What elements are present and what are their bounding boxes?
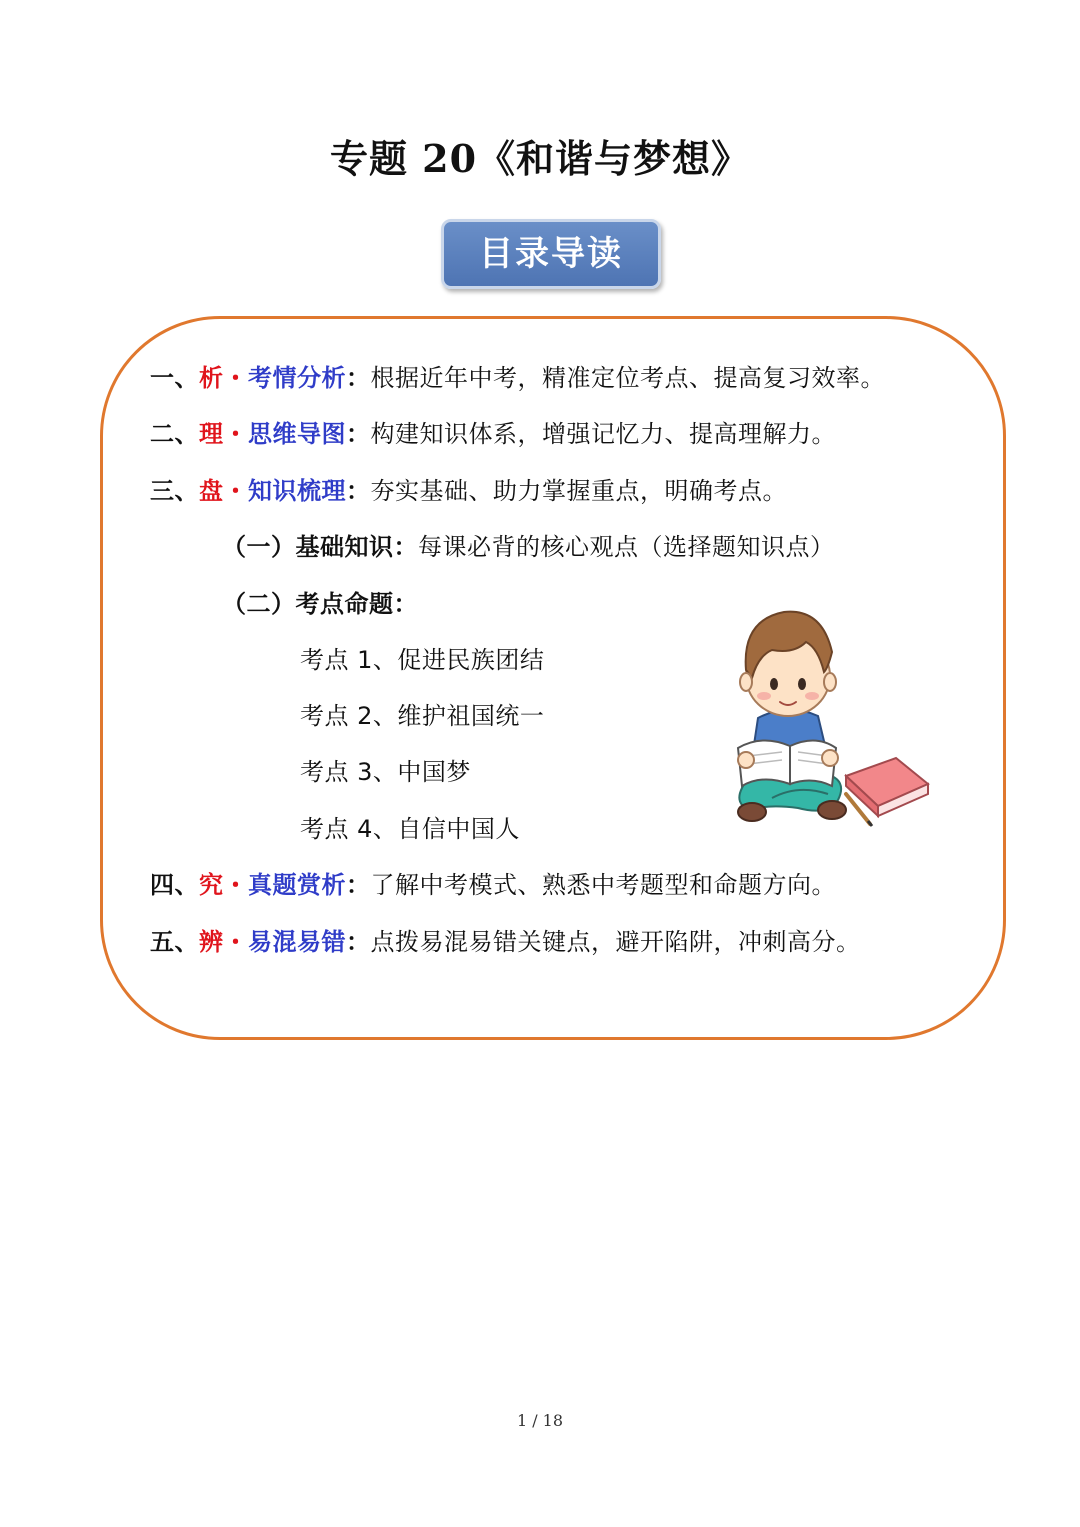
toc-subitem-2 bbox=[222, 588, 418, 620]
toc-subitem-label: （二）考点命题： bbox=[222, 590, 418, 618]
toc-item-tag: 辨 bbox=[199, 928, 224, 956]
exam-point-2: 考点 2、维护祖国统一 bbox=[300, 702, 545, 730]
toc-item-number: 三、 bbox=[150, 477, 199, 505]
toc-item-number: 二、 bbox=[150, 420, 199, 448]
toc-item-1 bbox=[150, 362, 885, 394]
toc-item-tag: 理 bbox=[199, 420, 224, 448]
toc-item-desc: 构建知识体系，增强记忆力、提高理解力。 bbox=[370, 420, 836, 448]
toc-subitem-desc: 每课必背的核心观点（选择题知识点） bbox=[418, 533, 835, 561]
toc-badge: 目录导读 bbox=[441, 219, 661, 289]
toc-item-separator: ・ bbox=[223, 420, 248, 448]
reading-child-illustration bbox=[728, 598, 940, 830]
toc-item-separator: ・ bbox=[223, 364, 248, 392]
exam-point-3: 考点 3、中国梦 bbox=[300, 758, 471, 786]
toc-subitem-1 bbox=[222, 531, 835, 563]
toc-item-separator: ・ bbox=[223, 928, 248, 956]
toc-item-name: 易混易错 bbox=[248, 928, 346, 956]
toc-item-desc: 了解中考模式、熟悉中考题型和命题方向。 bbox=[370, 871, 836, 899]
toc-subitem-label: （一）基础知识： bbox=[222, 533, 418, 561]
toc-item-colon: ： bbox=[346, 871, 371, 899]
toc-item-tag: 究 bbox=[199, 871, 224, 899]
toc-item-4 bbox=[150, 869, 836, 901]
toc-item-colon: ： bbox=[346, 420, 371, 448]
toc-item-number: 一、 bbox=[150, 364, 199, 392]
toc-item-tag: 盘 bbox=[199, 477, 224, 505]
toc-item-number: 四、 bbox=[150, 871, 199, 899]
toc-item-desc: 根据近年中考，精准定位考点、提高复习效率。 bbox=[370, 364, 885, 392]
toc-item-separator: ・ bbox=[223, 871, 248, 899]
exam-point-1: 考点 1、促进民族团结 bbox=[300, 646, 545, 674]
toc-item-tag: 析 bbox=[199, 364, 224, 392]
toc-item-colon: ： bbox=[346, 928, 371, 956]
toc-item-3 bbox=[150, 475, 787, 507]
page-title: 专题 20《和谐与梦想》 bbox=[329, 136, 751, 181]
toc-item-name: 真题赏析 bbox=[248, 871, 346, 899]
toc-item-colon: ： bbox=[346, 477, 371, 505]
toc-item-5 bbox=[150, 926, 861, 958]
toc-item-separator: ・ bbox=[223, 477, 248, 505]
toc-item-name: 考情分析 bbox=[248, 364, 346, 392]
exam-point-4: 考点 4、自信中国人 bbox=[300, 815, 520, 843]
toc-item-desc: 点拨易混易错关键点，避开陷阱，冲刺高分。 bbox=[370, 928, 861, 956]
toc-item-name: 思维导图 bbox=[248, 420, 346, 448]
toc-item-desc: 夯实基础、助力掌握重点，明确考点。 bbox=[370, 477, 787, 505]
page-number: 1 / 18 bbox=[516, 1411, 564, 1430]
toc-item-2 bbox=[150, 418, 836, 450]
toc-item-number: 五、 bbox=[150, 928, 199, 956]
toc-item-colon: ： bbox=[346, 364, 371, 392]
toc-item-name: 知识梳理 bbox=[248, 477, 346, 505]
